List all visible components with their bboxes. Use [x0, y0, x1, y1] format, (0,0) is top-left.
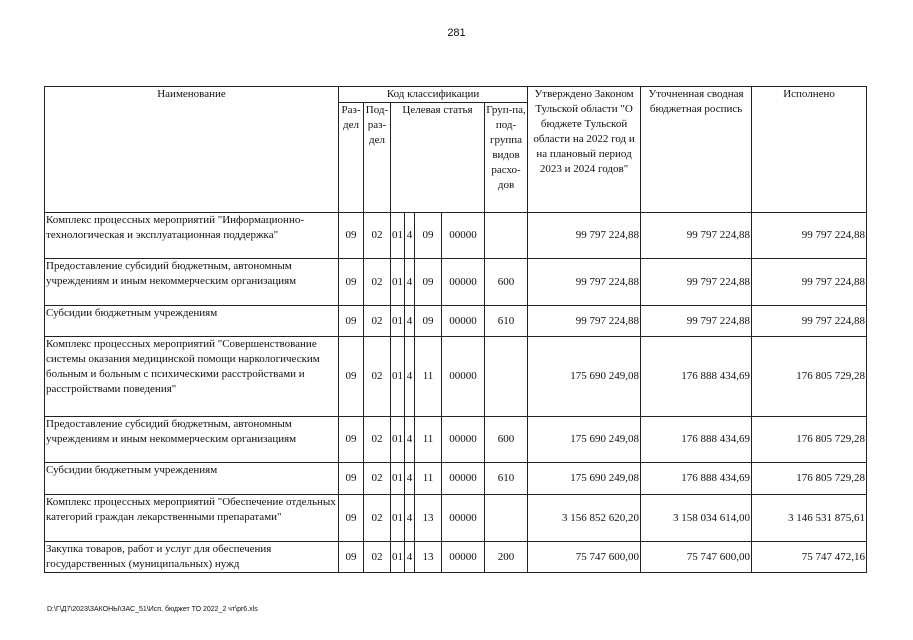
row-target-1: 01	[391, 259, 405, 306]
row-approved: 175 690 249,08	[528, 337, 641, 417]
row-razdel: 09	[339, 463, 364, 495]
row-group	[485, 495, 528, 542]
row-target-1: 01	[391, 213, 405, 259]
row-podrazdel: 02	[364, 306, 391, 337]
row-executed: 176 805 729,28	[752, 417, 867, 463]
row-name: Комплекс процессных мероприятий "Совершенствование системы оказания медицинской помощи наркологическим больным и больным с психическими расстройствами и расстройствами поведения"	[45, 337, 339, 417]
row-group	[485, 337, 528, 417]
row-group: 610	[485, 463, 528, 495]
row-target-1: 01	[391, 495, 405, 542]
row-executed: 99 797 224,88	[752, 213, 867, 259]
header-refined: Уточненная сводная бюджетная роспись	[641, 87, 752, 213]
budget-table	[44, 86, 867, 573]
row-target-4: 00000	[442, 417, 485, 463]
row-target-1: 01	[391, 337, 405, 417]
row-target-4: 00000	[442, 213, 485, 259]
header-target: Целевая статья	[391, 103, 485, 213]
row-executed: 176 805 729,28	[752, 337, 867, 417]
row-target-2: 4	[405, 463, 415, 495]
table-row	[45, 542, 867, 573]
row-refined: 176 888 434,69	[641, 463, 752, 495]
table-row	[45, 417, 867, 463]
row-target-3: 11	[415, 337, 442, 417]
row-target-2: 4	[405, 337, 415, 417]
table-row	[45, 337, 867, 417]
row-podrazdel: 02	[364, 259, 391, 306]
header-name: Наименование	[45, 87, 339, 213]
table-row	[45, 463, 867, 495]
row-name: Предоставление субсидий бюджетным, автономным учреждениям и иным некоммерческим организациям	[45, 417, 339, 463]
row-podrazdel: 02	[364, 463, 391, 495]
row-refined: 99 797 224,88	[641, 213, 752, 259]
row-group: 200	[485, 542, 528, 573]
row-group: 610	[485, 306, 528, 337]
row-name: Предоставление субсидий бюджетным, автономным учреждениям и иным некоммерческим организациям	[45, 259, 339, 306]
row-approved: 99 797 224,88	[528, 213, 641, 259]
row-target-1: 01	[391, 542, 405, 573]
table-row	[45, 495, 867, 542]
row-target-2: 4	[405, 213, 415, 259]
row-target-1: 01	[391, 417, 405, 463]
file-path-footer: D:\Г\Д7\2023\ЗАКОНЫ\ЗАС_51\Исп. бюджет ТО 2022_2 чт\pr6.xls	[47, 606, 258, 613]
row-target-3: 11	[415, 463, 442, 495]
row-target-4: 00000	[442, 337, 485, 417]
row-razdel: 09	[339, 259, 364, 306]
row-approved: 3 156 852 620,20	[528, 495, 641, 542]
header-group: Груп-па, под-группа видов расхо-дов	[485, 103, 528, 213]
row-target-3: 11	[415, 417, 442, 463]
row-target-3: 13	[415, 542, 442, 573]
header-podrazdel: Под-раз-дел	[364, 103, 391, 213]
row-podrazdel: 02	[364, 417, 391, 463]
row-podrazdel: 02	[364, 213, 391, 259]
page-number: 281	[447, 27, 466, 39]
row-razdel: 09	[339, 495, 364, 542]
row-razdel: 09	[339, 337, 364, 417]
row-target-1: 01	[391, 306, 405, 337]
row-executed: 99 797 224,88	[752, 306, 867, 337]
row-razdel: 09	[339, 417, 364, 463]
row-target-4: 00000	[442, 463, 485, 495]
row-executed: 3 146 531 875,61	[752, 495, 867, 542]
row-target-3: 13	[415, 495, 442, 542]
table-row	[45, 259, 867, 306]
row-approved: 99 797 224,88	[528, 259, 641, 306]
row-podrazdel: 02	[364, 495, 391, 542]
row-target-3: 09	[415, 213, 442, 259]
row-target-4: 00000	[442, 495, 485, 542]
table-row	[45, 306, 867, 337]
row-refined: 3 158 034 614,00	[641, 495, 752, 542]
row-name: Закупка товаров, работ и услуг для обеспечения государственных (муниципальных) нужд	[45, 542, 339, 573]
row-podrazdel: 02	[364, 337, 391, 417]
row-group	[485, 213, 528, 259]
row-name: Субсидии бюджетным учреждениям	[45, 463, 339, 495]
row-target-3: 09	[415, 306, 442, 337]
row-executed: 176 805 729,28	[752, 463, 867, 495]
row-approved: 175 690 249,08	[528, 417, 641, 463]
header-approved: Утверждено Законом Тульской области "О бюджете Тульской области на 2022 год и на плановый период 2023 и 2024 годов"	[528, 87, 641, 213]
row-target-4: 00000	[442, 259, 485, 306]
row-refined: 176 888 434,69	[641, 337, 752, 417]
header-code-group: Код классификации	[339, 87, 528, 103]
row-refined: 99 797 224,88	[641, 259, 752, 306]
row-refined: 99 797 224,88	[641, 306, 752, 337]
row-name: Субсидии бюджетным учреждениям	[45, 306, 339, 337]
row-refined: 75 747 600,00	[641, 542, 752, 573]
row-target-2: 4	[405, 495, 415, 542]
row-approved: 99 797 224,88	[528, 306, 641, 337]
header-executed: Исполнено	[752, 87, 867, 213]
row-executed: 99 797 224,88	[752, 259, 867, 306]
row-target-4: 00000	[442, 306, 485, 337]
row-executed: 75 747 472,16	[752, 542, 867, 573]
row-target-4: 00000	[442, 542, 485, 573]
row-name: Комплекс процессных мероприятий "Обеспечение отдельных категорий граждан лекарственными препаратами"	[45, 495, 339, 542]
row-razdel: 09	[339, 542, 364, 573]
row-name: Комплекс процессных мероприятий "Информационно-технологическая и эксплуатационная поддержка"	[45, 213, 339, 259]
header-razdel: Раз-дел	[339, 103, 364, 213]
row-target-1: 01	[391, 463, 405, 495]
row-target-2: 4	[405, 306, 415, 337]
row-podrazdel: 02	[364, 542, 391, 573]
row-razdel: 09	[339, 213, 364, 259]
row-approved: 75 747 600,00	[528, 542, 641, 573]
table-row	[45, 213, 867, 259]
row-target-2: 4	[405, 542, 415, 573]
row-approved: 175 690 249,08	[528, 463, 641, 495]
row-target-2: 4	[405, 259, 415, 306]
row-group: 600	[485, 417, 528, 463]
row-group: 600	[485, 259, 528, 306]
row-razdel: 09	[339, 306, 364, 337]
row-target-3: 09	[415, 259, 442, 306]
row-target-2: 4	[405, 417, 415, 463]
row-refined: 176 888 434,69	[641, 417, 752, 463]
